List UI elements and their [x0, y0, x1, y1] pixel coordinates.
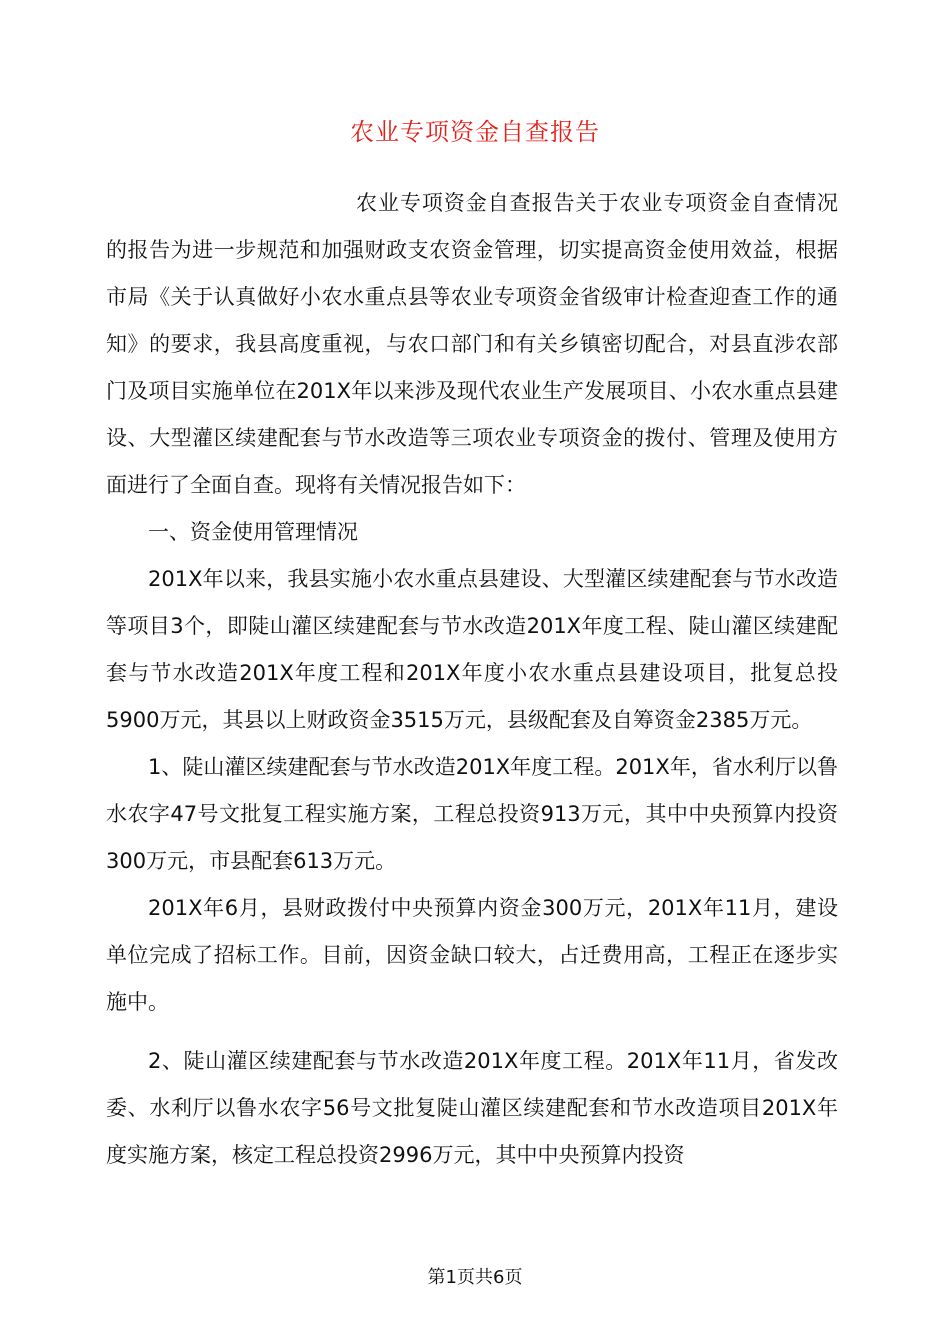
page-number: 第1页共6页 [427, 1267, 523, 1288]
section-heading-fund-management: 一、资金使用管理情况 [148, 520, 358, 544]
paragraph-item-1-progress: 201X年6月，县财政拨付中央预算内资金300万元，201X年11月，建设单位完成了招标工作。目前，因资金缺口较大，占迁费用高，工程正在逐步实施中。 [106, 896, 838, 1014]
paragraph-projects-overview: 201X年以来，我县实施小农水重点县建设、大型灌区续建配套与节水改造等项目3个，即陡山灌区续建配套与节水改造201X年度工程、陡山灌区续建配套与节水改造201X年度工程和201X年度小农水重点县建设项目，批复总投5900万元，其县以上财政资金3515万元，县级配套及自筹资金2385万元。 [106, 567, 838, 732]
paragraph-item-1: 1、陡山灌区续建配套与节水改造201X年度工程。201X年，省水利厅以鲁水农字47号文批复工程实施方案，工程总投资913万元，其中中央预算内投资300万元，市县配套613万元。 [106, 755, 838, 873]
document-title: 农业专项资金自查报告 [350, 118, 600, 146]
paragraph-item-2: 2、陡山灌区续建配套与节水改造201X年度工程。201X年11月，省发改委、水利厅以鲁水农字56号文批复陡山灌区续建配套和节水改造项目201X年度实施方案，核定工程总投资2996万元，其中中央预算内投资 [106, 1049, 838, 1167]
paragraph-intro: 农业专项资金自查报告关于农业专项资金自查情况的报告为进一步规范和加强财政支农资金管理，切实提高资金使用效益，根据市局《关于认真做好小农水重点县等农业专项资金省级审计检查迎查工作的通知》的要求，我县高度重视，与农口部门和有关乡镇密切配合，对县直涉农部门及项目实施单位在201X年以来涉及现代农业生产发展项目、小农水重点县建设、大型灌区续建配套与节水改造等三项农业专项资金的拨付、管理及使用方面进行了全面自查。现将有关情况报告如下： [106, 191, 838, 497]
document-body [106, 180, 838, 1179]
